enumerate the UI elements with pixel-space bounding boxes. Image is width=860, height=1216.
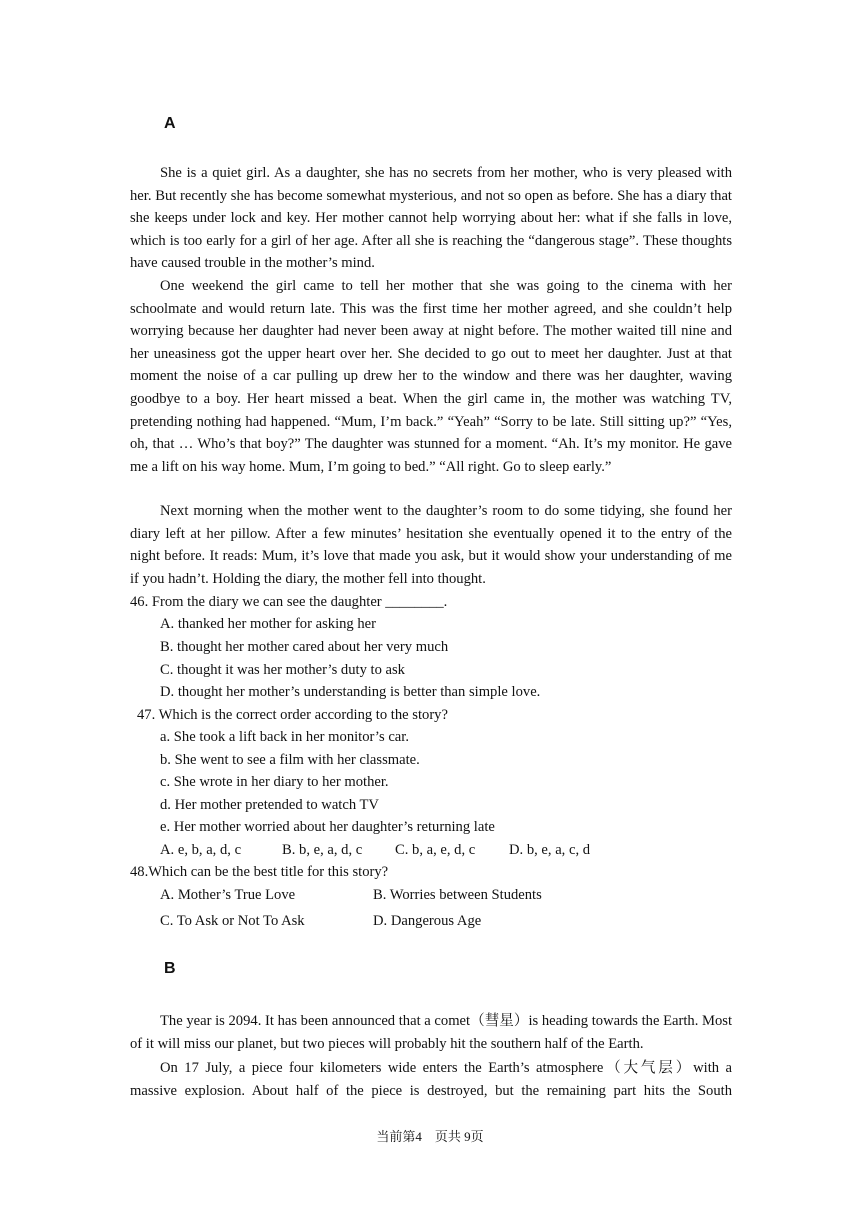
page-footer: 当前第4 页共 9页 xyxy=(376,1129,484,1144)
section-a-paragraph-3: Next morning when the mother went to the daughter’s room to do some tidying, she found her diary left at her pillow. After a few minutes’ hesitation she eventually opened it to the entry of the night before. It reads: Mum, it’s love that made you ask, but it would show your understanding of me if you hadn’t. Holding the diary, the mother fell into thought. xyxy=(130,503,732,587)
section-b-heading: B xyxy=(164,960,176,977)
question-47-event-c: c. She wrote in her diary to her mother. xyxy=(160,774,389,790)
question-47-event-a: a. She took a lift back in her monitor’s car. xyxy=(160,729,409,745)
section-b-paragraph-2: On 17 July, a piece four kilometers wide enters the Earth’s atmosphere（大气层）with a massive explosion. About half of the piece is destroyed, but the remaining part hits the South xyxy=(130,1060,732,1099)
question-48-stem: 48.Which can be the best title for this story? xyxy=(130,864,389,880)
question-47-option-a: A. e, b, a, d, c xyxy=(160,842,242,858)
question-46-option-a: A. thanked her mother for asking her xyxy=(160,616,376,632)
question-48-option-b: B. Worries between Students xyxy=(373,887,542,903)
question-47-event-e: e. Her mother worried about her daughter’s returning late xyxy=(160,819,495,835)
section-a-heading: A xyxy=(164,115,176,132)
question-47-event-b: b. She went to see a film with her classmate. xyxy=(160,752,420,768)
question-47-event-d: d. Her mother pretended to watch TV xyxy=(160,797,379,813)
question-46-option-d: D. thought her mother’s understanding is better than simple love. xyxy=(160,684,541,700)
section-a-paragraph-1: She is a quiet girl. As a daughter, she has no secrets from her mother, who is very pleased with her. But recently she has become somewhat mysterious, and not so open as before. She has a diary that she keeps under lock and key. Her mother cannot help worrying about her: what if she falls in love, which is too early for a girl of her age. After all she is reaching the “dangerous stage”. These thoughts have caused trouble in the mother’s mind. xyxy=(130,165,732,272)
question-47-option-b: B. b, e, a, d, c xyxy=(282,842,363,858)
question-46-option-c: C. thought it was her mother’s duty to ask xyxy=(160,662,405,678)
question-48-option-c: C. To Ask or Not To Ask xyxy=(160,913,305,929)
question-47-option-c: C. b, a, e, d, c xyxy=(395,842,476,858)
section-b-paragraph-1: The year is 2094. It has been announced that a comet（彗星）is heading towards the Earth. Most of it will miss our planet, but two pieces will probably hit the southern half of the Earth. xyxy=(130,1013,732,1052)
question-48-option-a: A. Mother’s True Love xyxy=(160,887,296,903)
question-47-stem: 47. Which is the correct order according to the story? xyxy=(137,707,448,723)
question-48-option-d: D. Dangerous Age xyxy=(373,913,482,929)
section-a-paragraph-2: One weekend the girl came to tell her mother that she was going to the cinema with her schoolmate and would return late. This was the first time her mother agreed, and she couldn’t help worrying because her daughter had never been away at night before. The mother waited till nine and her uneasiness got the upper heart over her. She decided to go out to meet her daughter. Just at that moment the noise of a car pulling up drew her to the window and there was her daughter, waving goodbye to a boy. Her heart missed a beat. When the girl came in, the mother was watching TV, pretending nothing had happened. “Mum, I’m back.” “Yeah” “Sorry to be late. Still sitting up?” “Yes, oh, that … Who’s that boy?” The daughter was stunned for a moment. “Ah. It’s my monitor. He gave me a lift on his way home. Mum, I’m going to bed.” “All right. Go to sleep early.” xyxy=(130,278,732,475)
question-46-stem: 46. From the diary we can see the daughter ________. xyxy=(130,594,448,610)
question-47-option-d: D. b, e, a, c, d xyxy=(509,842,591,858)
question-46-option-b: B. thought her mother cared about her very much xyxy=(160,639,449,655)
